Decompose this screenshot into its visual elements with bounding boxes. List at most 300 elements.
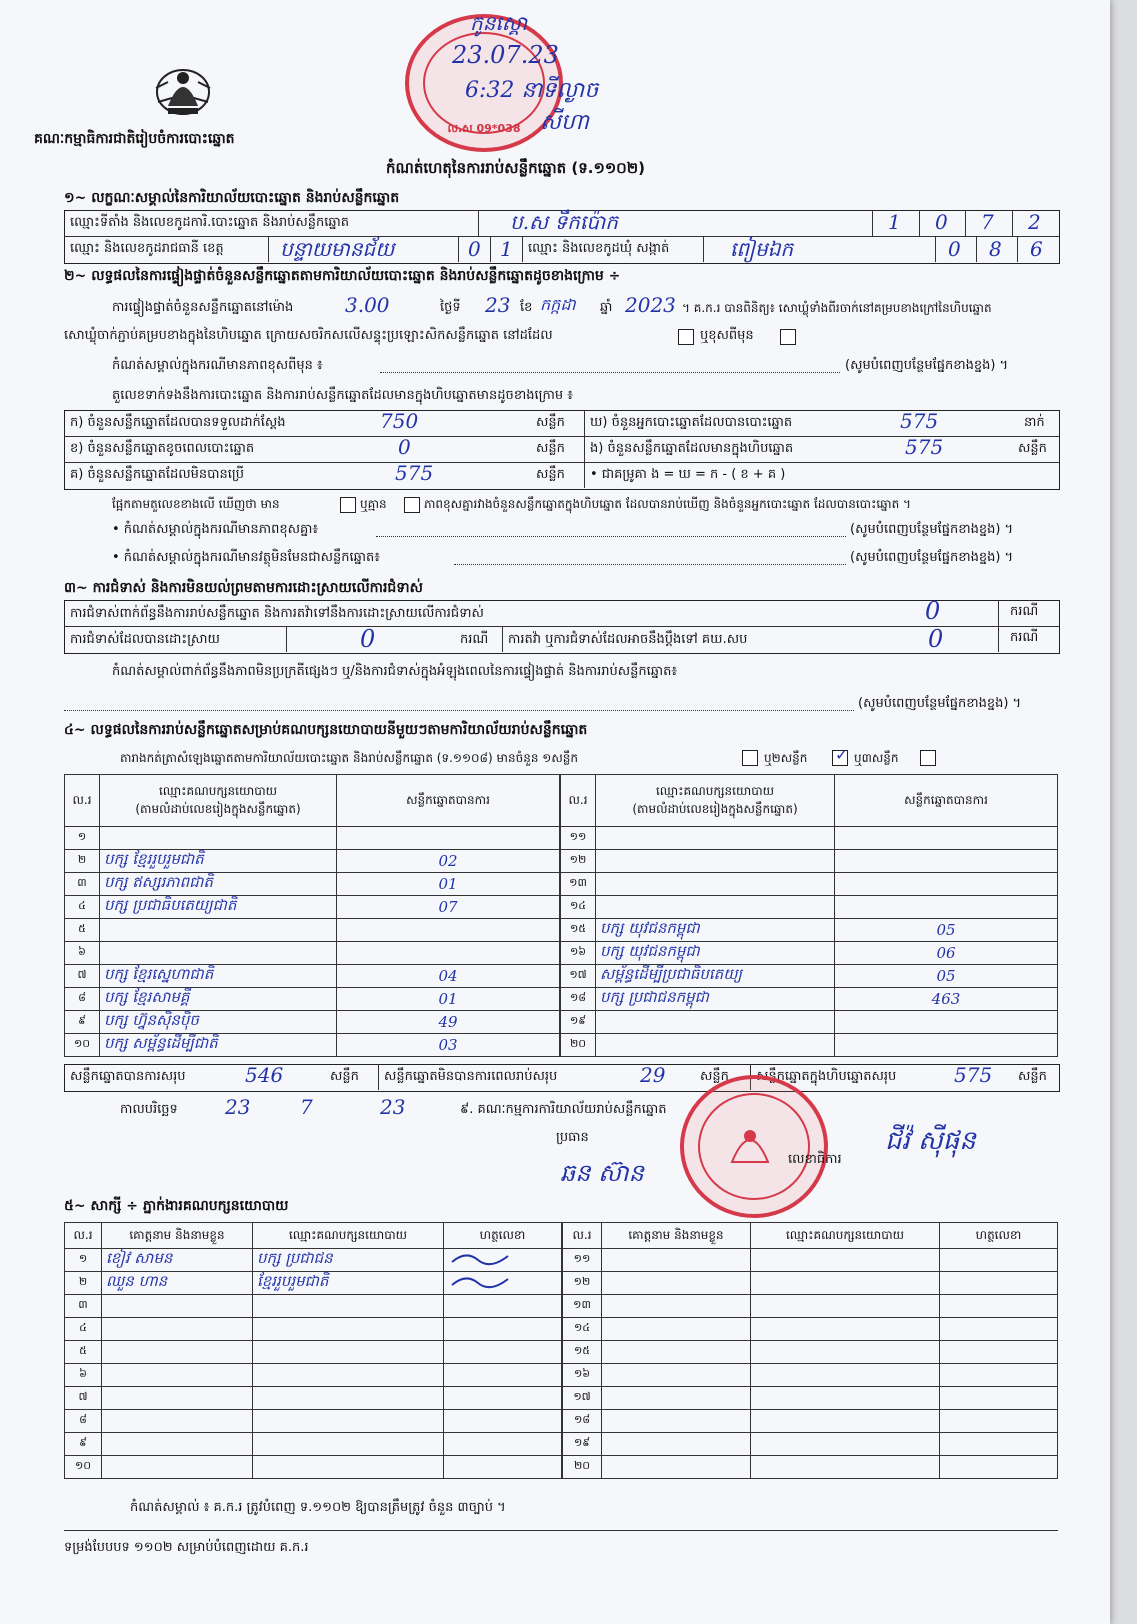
party-name <box>596 1011 835 1034</box>
three-sheets-checkbox[interactable] <box>920 750 936 766</box>
witness-party <box>253 1364 444 1387</box>
s2-check-c: ភាពខុសគ្នារវាងចំនួនសន្លឹកឆ្នោតក្នុងហិបឆ្នោត ដែលបានរាប់ឃើញ និងចំនួនអ្នកបោះឆ្នោត ដែលបានបោះឆ្នោត ។ <box>424 497 911 511</box>
committee-label: ៩. គណៈកម្មការការិយាល័យរាប់សន្លឹកឆ្នោត <box>460 1102 667 1117</box>
s2-month: កក្កដា <box>540 295 576 314</box>
witness-name <box>602 1433 751 1456</box>
s4-sub-b: ឬ២សន្លឹក <box>764 751 808 765</box>
row-number <box>65 1364 102 1387</box>
s4-results-table-left <box>64 774 560 1057</box>
s2-a-unit: សន្លឹក <box>536 415 565 430</box>
row-number <box>563 1249 602 1272</box>
row-number-text: ៥ <box>78 922 86 935</box>
witness-signature <box>444 1387 562 1410</box>
row-number <box>561 1034 596 1057</box>
s1-commune-value: ពៀមឯក <box>730 237 794 261</box>
party-name <box>596 919 835 942</box>
witness-party <box>751 1295 940 1318</box>
no-difference-checkbox[interactable] <box>404 497 420 513</box>
row-number-text: ១៨ <box>573 1413 591 1426</box>
witness-name <box>602 1272 751 1295</box>
section4-title: ៤~ លទ្ធផលនៃការរាប់សន្លឹកឆ្នោតសម្រាប់គណបក្សនយោបាយនីមួយៗតាមការិយាល័យរាប់សន្លឹកឆ្នោត <box>64 722 588 738</box>
party-result-row <box>561 965 1058 988</box>
witness-signature <box>940 1272 1058 1295</box>
chair-signature: ឆន ស៊ាន <box>560 1159 644 1187</box>
witness-party <box>751 1364 940 1387</box>
party-result-row <box>561 988 1058 1011</box>
s2-fill-note: (សូមបំពេញបន្ថែមផ្នែកខាងខ្នង) ។ <box>845 358 1009 373</box>
witness-name <box>102 1387 253 1410</box>
vote-count <box>835 873 1058 896</box>
witness-row <box>65 1272 562 1295</box>
row-number-text: ១៥ <box>573 1344 591 1357</box>
col-signature-header: ហត្ថលេខា <box>444 1223 562 1249</box>
witness-name <box>602 1295 751 1318</box>
witness-signature <box>940 1364 1058 1387</box>
witness-name <box>102 1341 253 1364</box>
col-party-header: ឈ្មោះគណបក្សនយោបាយ <box>253 1223 444 1249</box>
row-number <box>563 1364 602 1387</box>
row-number <box>65 942 100 965</box>
s3-r1-label: ការជំទាស់ពាក់ព័ន្ធនឹងការរាប់សន្លឹកឆ្នោត និងការតវ៉ាទៅនឹងការដោះស្រាយលើការជំទាស់ <box>70 606 484 621</box>
vote-count <box>337 827 560 850</box>
s2-check-b: ឬគ្មាន <box>360 497 387 511</box>
row-number-text: ១៤ <box>569 899 587 912</box>
witness-row <box>65 1249 562 1272</box>
total-valid-unit: សន្លឹក <box>330 1069 359 1084</box>
witness-party <box>253 1272 444 1295</box>
witness-name-text: ខៀវ សាមន <box>106 1249 173 1267</box>
stamp-handwriting-4: សីហា <box>540 110 589 135</box>
party-result-row <box>65 873 560 896</box>
s2-d-value: 575 <box>900 409 939 433</box>
witness-signature <box>444 1341 562 1364</box>
total-valid-label: សន្លឹកឆ្នោតបានការសរុប <box>70 1069 186 1084</box>
witness-signature <box>444 1456 562 1479</box>
row-number <box>65 1433 102 1456</box>
s2-line2: សោឃ្លុំចាក់ភ្ជាប់គម្របខាងក្នុងនៃហិបឆ្នោត ក្រោយសចរិកសលើសន្ទុះប្រឡោះសិកសន្លឹកឆ្នោត នៅដដែល <box>64 328 553 343</box>
vote-count <box>835 850 1058 873</box>
commission-name: គណៈកម្មាធិការជាតិរៀបចំការបោះឆ្នោត <box>34 131 235 147</box>
witness-signature <box>444 1433 562 1456</box>
party-name-text: បក្ស ខ្មែររួបរួមជាតិ <box>104 850 204 868</box>
s1-code-digit: 0 <box>935 210 948 234</box>
row-number <box>563 1341 602 1364</box>
party-result-row <box>65 965 560 988</box>
row-number <box>561 988 596 1011</box>
s2-d-unit: នាក់ <box>1024 415 1045 430</box>
row-number <box>561 873 596 896</box>
date-year: 23 <box>380 1095 406 1119</box>
witness-signature <box>940 1387 1058 1410</box>
witness-row <box>65 1341 562 1364</box>
witness-row <box>563 1318 1058 1341</box>
row-number-text: ៥ <box>79 1344 87 1357</box>
row-number-text: ១២ <box>569 853 587 866</box>
party-name <box>596 873 835 896</box>
row-number <box>65 919 100 942</box>
s3-r2-label: ការជំទាស់ដែលបានដោះស្រាយ <box>70 632 220 647</box>
row-number-text: ១ <box>78 1252 88 1265</box>
vote-count-text: 06 <box>936 944 956 962</box>
col-votes-header: សន្លឹកឆ្នោតបានការ <box>337 775 560 827</box>
party-result-row <box>561 873 1058 896</box>
section2-title: ២~ លទ្ធផលនៃការផ្ទៀងផ្ទាត់ចំនួនសន្លឹកឆ្នោតតាមការិយាល័យបោះឆ្នោត និងរាប់សន្លឹកឆ្នោតដូចខាងក្រោម ÷ <box>64 268 621 284</box>
same-checkbox[interactable] <box>678 329 694 345</box>
row-number <box>563 1387 602 1410</box>
row-number-text: ៦ <box>78 945 86 958</box>
secretary-signature: ជីវ៉ ស៊ីផុន <box>885 1126 976 1156</box>
vote-count-text: 02 <box>438 852 458 870</box>
witness-name <box>602 1387 751 1410</box>
total-invalid-label: សន្លឹកឆ្នោតមិនបានការពេលរាប់សរុប <box>384 1069 558 1084</box>
row-number-text: ១៩ <box>569 1014 587 1027</box>
s2-e-label: ង) ចំនួនសន្លឹកឆ្នោតដែលមានក្នុងហិបឆ្នោត <box>590 441 794 456</box>
s1-province-value: បន្ទាយមានជ័យ <box>280 237 395 261</box>
s4-sub-c: ឬ៣សន្លឹក <box>854 751 899 765</box>
row-number-text: ១៧ <box>569 968 587 981</box>
s3-r2-value: 0 <box>360 625 376 653</box>
vote-count <box>835 1034 1058 1057</box>
party-result-row <box>561 896 1058 919</box>
s2-c-unit: សន្លឹក <box>536 467 565 482</box>
row-number <box>65 1410 102 1433</box>
witness-row <box>65 1456 562 1479</box>
row-number-text: ៧ <box>78 1390 88 1403</box>
party-name <box>100 1034 337 1057</box>
row-number <box>65 988 100 1011</box>
s1-code-digit: 2 <box>1028 210 1041 234</box>
s1-commune-digit: 0 <box>948 237 961 261</box>
row-number-text: ១៤ <box>573 1321 591 1334</box>
vote-count <box>337 896 560 919</box>
party-name <box>100 1011 337 1034</box>
vote-count-text: 03 <box>438 1036 458 1054</box>
witness-party <box>751 1456 940 1479</box>
party-name <box>596 850 835 873</box>
witness-name <box>102 1364 253 1387</box>
row-number <box>563 1410 602 1433</box>
s3-note: កំណត់សម្គាល់ពាក់ព័ន្ធនឹងភាពមិនប្រក្រតីផ្សេងៗ ឬ/និងការជំទាស់ក្នុងអំឡុងពេលនៃការផ្ទៀងផ្ទាត់ និងការរាប់សន្លឹកឆ្នោត៖ <box>112 664 678 679</box>
row-number-text: ១៦ <box>573 1367 591 1380</box>
row-number <box>561 1011 596 1034</box>
col-party-header: ឈ្មោះគណបក្សនយោបាយ <box>655 783 775 798</box>
s5-witness-table-left <box>64 1222 562 1479</box>
row-number <box>563 1456 602 1479</box>
witness-row <box>65 1387 562 1410</box>
s4-results-table-right <box>560 774 1058 1057</box>
witness-party-text: ខ្មែររួបរួមជាតិ <box>257 1272 329 1290</box>
party-result-row <box>561 850 1058 873</box>
vote-count <box>835 942 1058 965</box>
total-box-value: 575 <box>954 1063 993 1087</box>
row-number <box>65 1249 102 1272</box>
row-number-text: ១៧ <box>573 1390 591 1403</box>
witness-signature <box>940 1433 1058 1456</box>
total-box-label: សន្លឹកឆ្នោតក្នុងហិបឆ្នោតសរុប <box>756 1069 897 1084</box>
row-number-text: ២ <box>77 853 87 866</box>
witness-party <box>253 1456 444 1479</box>
witness-row <box>563 1341 1058 1364</box>
total-valid-value: 546 <box>245 1063 284 1087</box>
row-number-text: ១០ <box>74 1459 92 1472</box>
s2-check-a: ផ្អែកតាមតួលេខខាងលើ ឃើញថា មាន <box>112 497 280 511</box>
s2-time: 3.00 <box>345 293 390 317</box>
col-signature-header: ហត្ថលេខា <box>940 1223 1058 1249</box>
party-result-row <box>65 896 560 919</box>
date-month: 7 <box>300 1095 313 1119</box>
witness-name <box>102 1318 253 1341</box>
s5-note: កំណត់សម្គាល់ ៖ គ.ក.រ ត្រូវបំពេញ ទ.១១០២ ឱ្យបានត្រឹមត្រូវ ចំនួន ៣ច្បាប់ ។ <box>130 1500 506 1515</box>
s3-r2-value2: 0 <box>928 625 944 653</box>
row-number-text: ១២ <box>573 1275 591 1288</box>
vote-count <box>835 1011 1058 1034</box>
witness-signature <box>444 1249 562 1272</box>
col-party-header: ឈ្មោះគណបក្សនយោបាយ <box>751 1223 940 1249</box>
s2-line1-b: ថ្ងៃទី <box>440 300 461 315</box>
party-name-text: បក្ស ហ្វ៊ុនស៊ិនប៉ិច <box>104 1011 199 1029</box>
party-result-row <box>561 1011 1058 1034</box>
party-name <box>100 896 337 919</box>
section1-title: ១~ លក្ខណៈសម្គាល់នៃការិយាល័យបោះឆ្នោត និងរាប់សន្លឹកឆ្នោត <box>64 190 400 206</box>
witness-row <box>65 1364 562 1387</box>
s3-r2-unit2: ករណី <box>1010 630 1039 645</box>
col-party-subheader: (តាមលំដាប់លេខរៀងក្នុងសន្លឹកឆ្នោត) <box>135 801 301 816</box>
row-number <box>563 1272 602 1295</box>
col-name-header: គោត្តនាម និងនាមខ្លួន <box>602 1223 751 1249</box>
party-name-text: បក្ស យុវជនកម្ពុជា <box>600 942 700 960</box>
row-number-text: ១១ <box>573 1252 591 1265</box>
stamp-code: ល.ស 09*038 <box>447 122 521 135</box>
s2-b-label: ខ) ចំនួនសន្លឹកឆ្នោតខូចពេលបោះឆ្នោត <box>70 441 255 456</box>
witness-name <box>602 1249 751 1272</box>
witness-name <box>602 1318 751 1341</box>
witness-signature <box>444 1272 562 1295</box>
witness-signature <box>940 1318 1058 1341</box>
row-number-text: ២០ <box>569 1037 587 1050</box>
witness-signature <box>444 1295 562 1318</box>
row-number-text: ១៣ <box>569 876 587 889</box>
vote-count <box>835 827 1058 850</box>
witness-name <box>102 1249 253 1272</box>
s3-r1-value: 0 <box>925 597 941 625</box>
form-title: កំណត់ហេតុនៃការរាប់សន្លឹកឆ្នោត (ទ.១១០២) <box>386 159 646 177</box>
s2-e-value: 575 <box>905 435 944 459</box>
witness-name <box>602 1456 751 1479</box>
party-result-row <box>561 942 1058 965</box>
row-number <box>563 1433 602 1456</box>
witness-party <box>253 1341 444 1364</box>
commission-emblem-icon <box>148 58 218 122</box>
col-no-header: ល.រ <box>563 1223 602 1249</box>
s1-province-digit: 0 <box>468 237 481 261</box>
s1-commune-digit: 6 <box>1030 237 1043 261</box>
row-number <box>561 942 596 965</box>
s2-line1-c: ខែ <box>520 300 533 315</box>
party-name-text: បក្ស ខ្មែរសាមគ្គី <box>104 988 190 1006</box>
s2-bullet1-note: (សូមបំពេញបន្ថែមផ្នែកខាងខ្នង) ។ <box>850 522 1014 537</box>
vote-count <box>835 988 1058 1011</box>
witness-party <box>253 1410 444 1433</box>
party-name <box>596 942 835 965</box>
row-number <box>561 850 596 873</box>
witness-row <box>563 1433 1058 1456</box>
total-invalid-value: 29 <box>640 1063 666 1087</box>
s2-day: 23 <box>485 293 511 317</box>
party-name-text: បក្ស ខ្មែរស្នេហាជាតិ <box>104 965 214 983</box>
s2-line2-b: ឬខុសពីមុន <box>700 328 754 343</box>
row-number <box>65 1034 100 1057</box>
row-number-text: ៨ <box>78 991 86 1004</box>
party-name <box>100 919 337 942</box>
party-name <box>596 827 835 850</box>
witness-row <box>563 1456 1058 1479</box>
witness-signature <box>444 1410 562 1433</box>
col-no-header: ល.រ <box>65 775 100 827</box>
row-number <box>65 827 100 850</box>
vote-count <box>835 896 1058 919</box>
witness-party <box>253 1249 444 1272</box>
s2-line1-a: ការផ្ទៀងផ្ទាត់ចំនួនសន្លឹកឆ្នោតនៅម៉ោង <box>112 300 294 315</box>
s1-province-digit: 1 <box>500 237 513 261</box>
row-number <box>561 827 596 850</box>
s2-bullet2-note: (សូមបំពេញបន្ថែមផ្នែកខាងខ្នង) ។ <box>850 550 1014 565</box>
secretary-label: លេខាធិការ <box>788 1152 842 1167</box>
party-result-row <box>561 1034 1058 1057</box>
witness-name <box>602 1410 751 1433</box>
vote-count-text: 49 <box>438 1013 458 1031</box>
s1-commune-digit: 8 <box>989 237 1002 261</box>
row-number-text: ១៦ <box>569 945 587 958</box>
row-number <box>563 1295 602 1318</box>
witness-signature <box>940 1249 1058 1272</box>
col-party-header: ឈ្មោះគណបក្សនយោបាយ <box>158 783 278 798</box>
different-checkbox[interactable] <box>780 329 796 345</box>
party-name-text: បក្ស សម្ព័ន្ធដើម្បីជាតិ <box>104 1034 218 1052</box>
witness-row <box>563 1272 1058 1295</box>
party-name <box>100 988 337 1011</box>
witness-name <box>602 1341 751 1364</box>
witness-party <box>751 1410 940 1433</box>
vote-count-text: 07 <box>438 898 458 916</box>
s2-a-label: ក) ចំនួនសន្លឹកឆ្នោតដែលបានទទួលដាក់ស្តែង <box>70 415 286 430</box>
s2-bullet2: • កំណត់សម្គាល់ក្នុងករណីមានវត្ថុមិនមែនជាសន្លឹកឆ្នោត៖ <box>112 550 380 565</box>
date-day: 23 <box>225 1095 251 1119</box>
witness-party-text: បក្ស ប្រជាជន <box>257 1249 333 1267</box>
row-number <box>561 919 596 942</box>
s1-code-digit: 1 <box>888 210 901 234</box>
party-name <box>596 896 835 919</box>
date-label: កាលបរិច្ឆេទ <box>120 1102 178 1117</box>
row-number-text: ១៩ <box>573 1436 591 1449</box>
row-number <box>65 1011 100 1034</box>
party-name-text: បក្ស ប្រជាជនកម្ពុជា <box>600 988 709 1006</box>
party-name <box>100 850 337 873</box>
vote-count-text: 463 <box>931 990 961 1008</box>
witness-party <box>253 1387 444 1410</box>
row-number-text: ៦ <box>79 1367 87 1380</box>
witness-signature <box>940 1341 1058 1364</box>
stamp-emblem-icon <box>722 1118 778 1168</box>
witness-party <box>751 1318 940 1341</box>
party-name <box>596 965 835 988</box>
witness-name <box>102 1272 253 1295</box>
party-result-row <box>65 942 560 965</box>
party-name <box>100 827 337 850</box>
witness-row <box>563 1364 1058 1387</box>
witness-party <box>751 1272 940 1295</box>
row-number <box>563 1318 602 1341</box>
witness-row <box>65 1295 562 1318</box>
row-number-text: ១១ <box>569 830 587 843</box>
s2-year: 2023 <box>625 293 676 317</box>
row-number-text: ៤ <box>79 1321 87 1334</box>
s2-a-value: 750 <box>380 409 419 433</box>
row-number <box>561 896 596 919</box>
s2-formula: • ជាគម្រូគា ង = ឃ = ក - ( ខ + គ ) <box>590 467 786 482</box>
row-number-text: ៩ <box>78 1014 86 1027</box>
party-name <box>100 942 337 965</box>
row-number <box>65 873 100 896</box>
witness-name <box>102 1433 253 1456</box>
party-result-row <box>65 1011 560 1034</box>
two-sheets-checkbox[interactable]: ✓ <box>832 750 848 766</box>
s2-e-unit: សន្លឹក <box>1018 441 1047 456</box>
witness-party <box>253 1318 444 1341</box>
row-number-text: ១៥ <box>569 922 587 935</box>
row-number-text: ៣ <box>78 1298 88 1311</box>
witness-signature <box>444 1318 562 1341</box>
vote-count <box>337 873 560 896</box>
s2-c-label: គ) ចំនួនសន្លឹកឆ្នោតដែលមិនបានប្រើ <box>70 467 244 482</box>
row-number <box>65 1272 102 1295</box>
s4-totals-row <box>64 1064 1060 1092</box>
witness-row <box>563 1295 1058 1318</box>
witness-row <box>65 1433 562 1456</box>
vote-count <box>337 919 560 942</box>
col-no-header: ល.រ <box>65 1223 102 1249</box>
s2-bullet1: • កំណត់សម្គាល់ក្នុងករណីមានភាពខុសគ្នា៖ <box>112 522 319 537</box>
s1-code-digit: 7 <box>981 210 994 234</box>
one-sheet-checkbox[interactable] <box>742 750 758 766</box>
party-name <box>596 1034 835 1057</box>
witness-party <box>751 1341 940 1364</box>
stamp-handwriting-1: កូនស្គោ <box>470 11 528 35</box>
witness-row <box>65 1410 562 1433</box>
row-number <box>65 965 100 988</box>
s3-fill-note: (សូមបំពេញបន្ថែមផ្នែកខាងខ្នង) ។ <box>858 696 1022 711</box>
vote-count <box>835 919 1058 942</box>
has-difference-checkbox[interactable] <box>340 497 356 513</box>
witness-row <box>563 1387 1058 1410</box>
row-number <box>561 965 596 988</box>
s2-c-value: 575 <box>395 461 434 485</box>
s5-witness-table-right <box>562 1222 1058 1479</box>
total-invalid-unit: សន្លឹក <box>700 1069 729 1084</box>
s2-line1-e: ។ គ.ក.រ បានពិនិត្យ៖ សោឃ្លុំទាំងពីរចាក់នៅគម្របខាងក្រៅនៃហិបឆ្នោត <box>682 301 992 315</box>
s2-b-value: 0 <box>398 435 411 459</box>
row-number-text: ៨ <box>79 1413 87 1426</box>
vote-count <box>337 965 560 988</box>
col-name-header: គោត្តនាម និងនាមខ្លួន <box>102 1223 253 1249</box>
s1-province-label: ឈ្មោះ និងលេខកូដរាជធានី ខេត្ត <box>70 241 224 256</box>
row-number <box>65 1456 102 1479</box>
vote-count-text: 01 <box>438 875 458 893</box>
row-number-text: ១៨ <box>569 991 587 1004</box>
witness-party <box>751 1249 940 1272</box>
witness-party <box>253 1295 444 1318</box>
witness-party <box>253 1433 444 1456</box>
row-number <box>65 896 100 919</box>
